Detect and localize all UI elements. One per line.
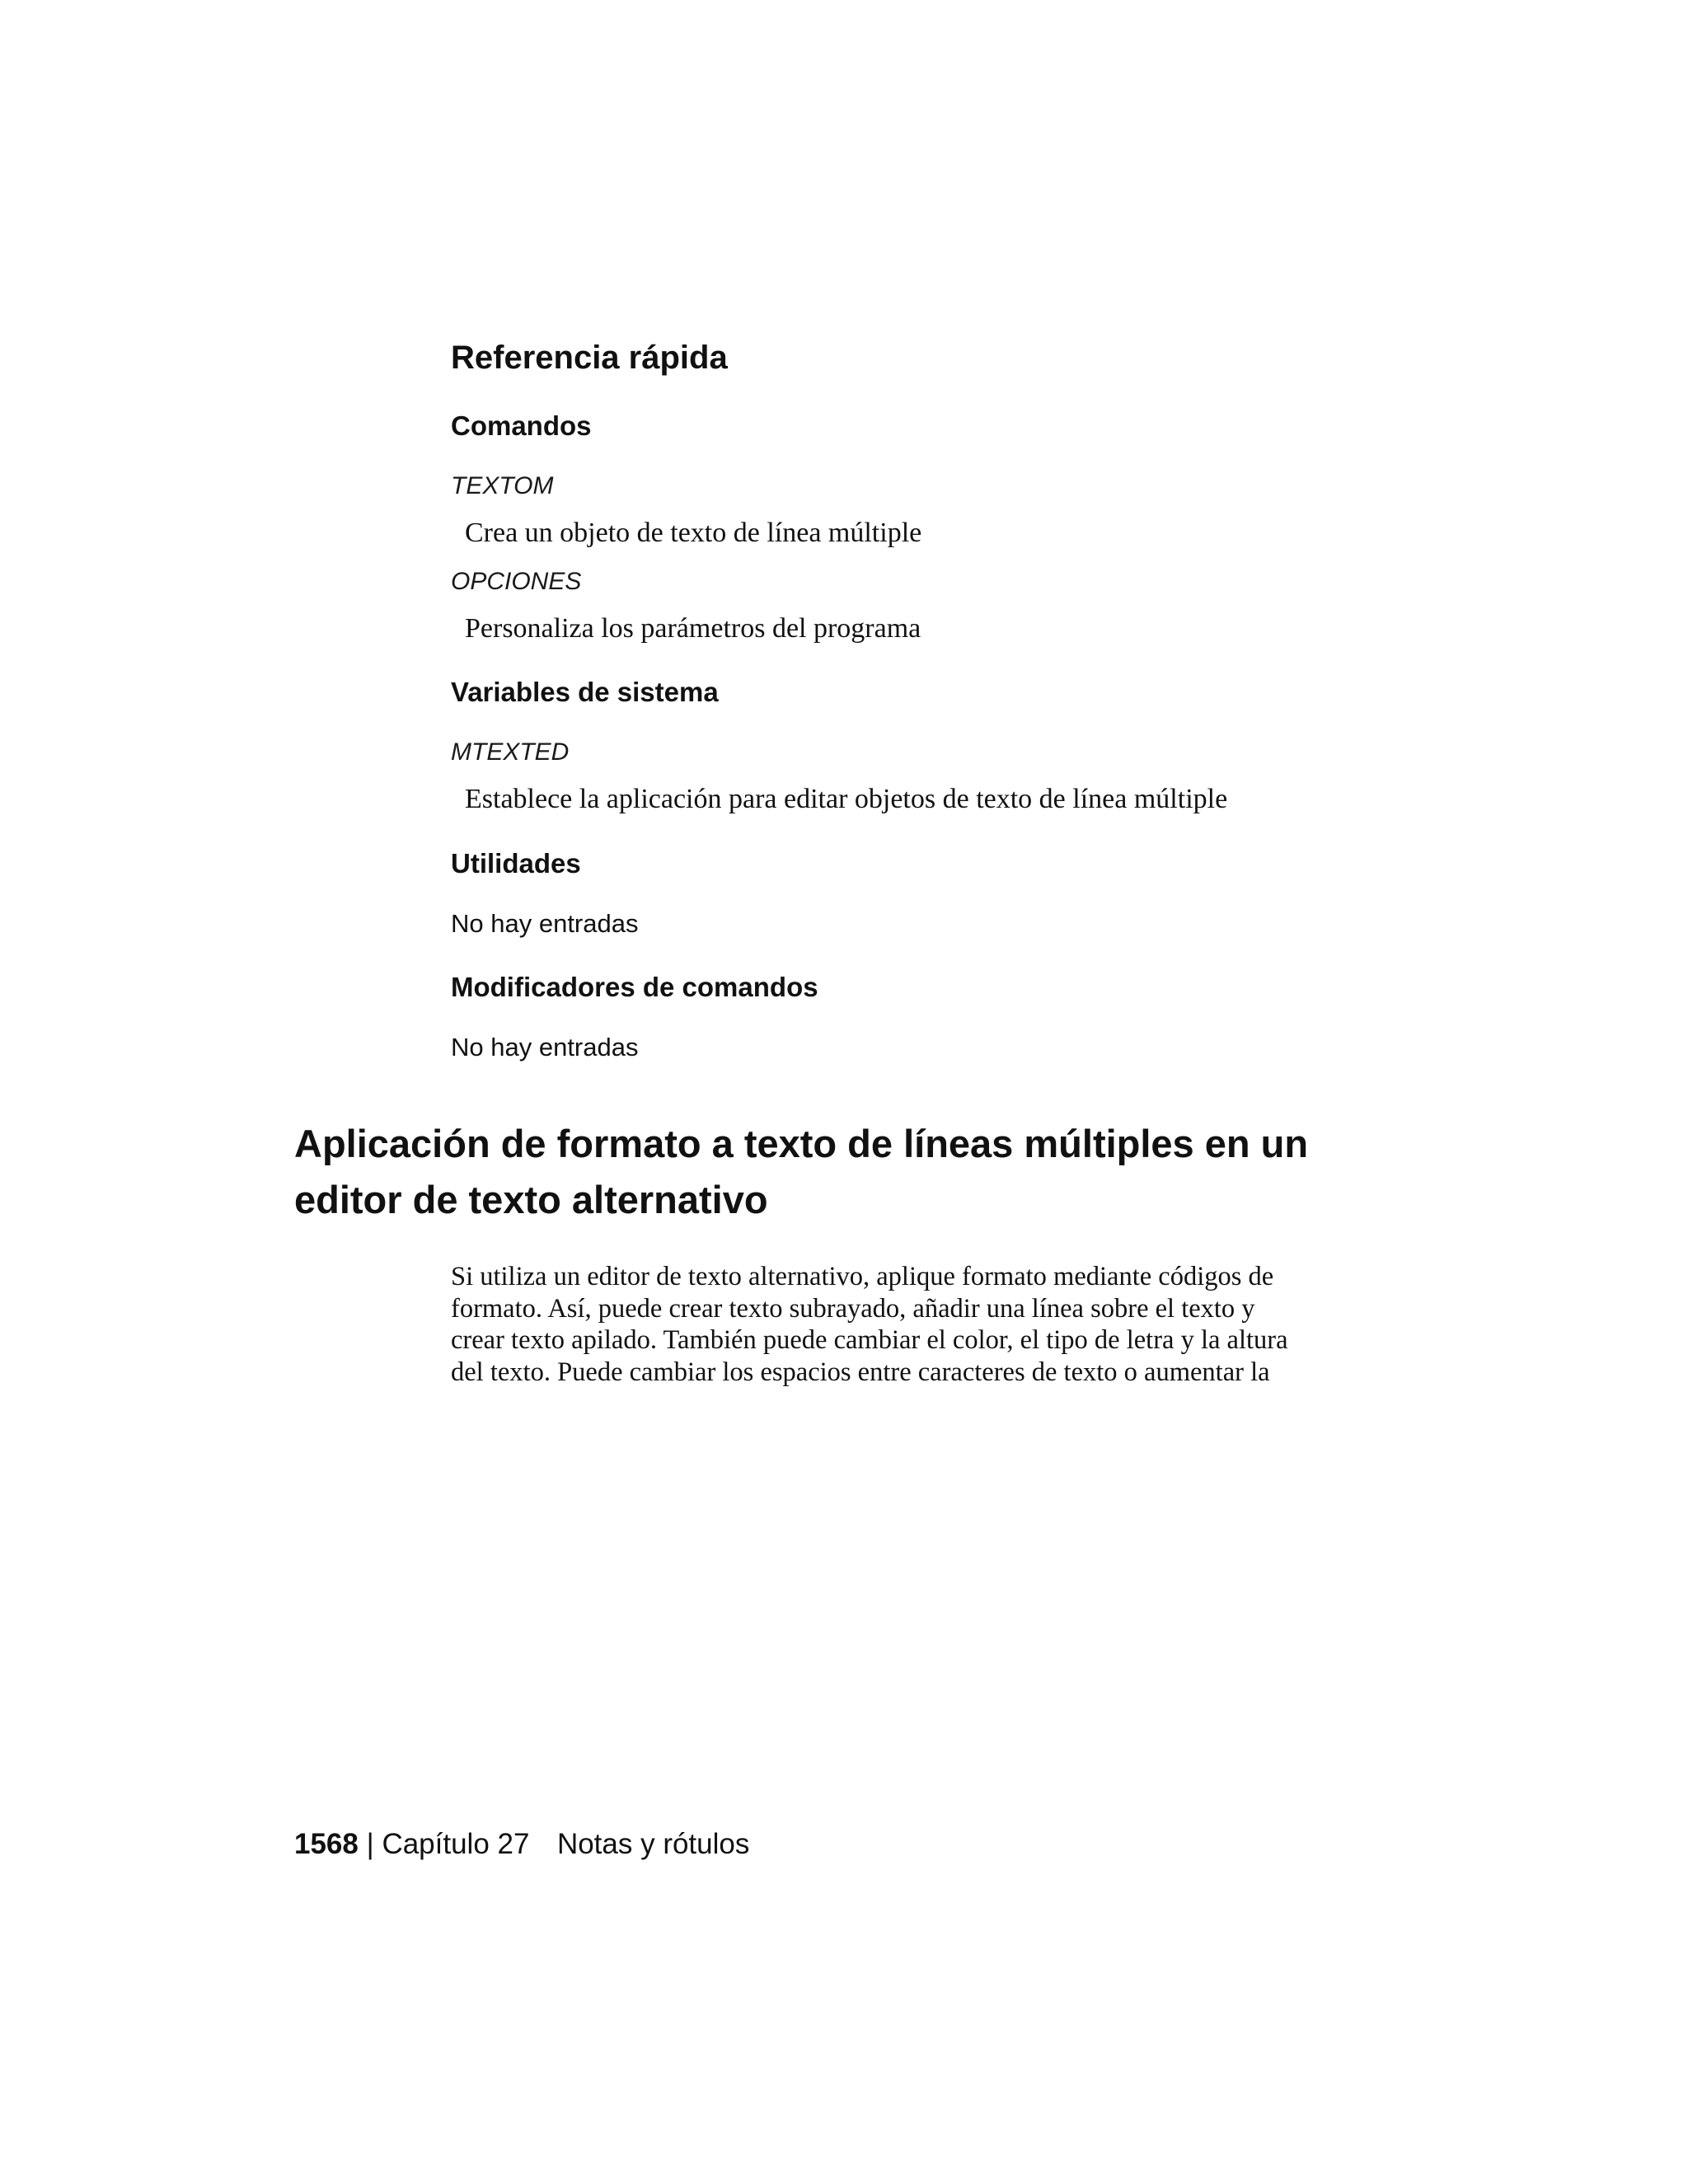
chapter-title: Notas y rótulos <box>556 1828 750 1860</box>
utilities-heading: Utilidades <box>451 848 581 879</box>
command-description-textom: Crea un objeto de texto de línea múltiple <box>465 518 922 548</box>
system-variable-description-mtexted: Establece la aplicación para editar objetos de texto de línea múltiple <box>465 784 1228 814</box>
section-title <box>294 1116 1308 1228</box>
section-title-line-2: editor de texto alternativo <box>294 1178 768 1221</box>
quick-reference-title: Referencia rápida <box>451 340 728 376</box>
paragraph-line: crear texto apilado. También puede cambiar el color, el tipo de letra y la altura <box>451 1325 1288 1355</box>
page-footer <box>294 1826 749 1863</box>
paragraph-line: Si utiliza un editor de texto alternativo, aplique formato mediante códigos de <box>451 1262 1274 1291</box>
commands-heading: Comandos <box>451 410 592 441</box>
command-modifiers-text: No hay entradas <box>451 1033 639 1062</box>
utilities-text: No hay entradas <box>451 909 639 938</box>
paragraph-line: formato. Así, puede crear texto subrayado, añadir una línea sobre el texto y <box>451 1293 1255 1324</box>
command-name-opciones: OPCIONES <box>451 568 582 595</box>
chapter-label: Capítulo 27 <box>382 1828 530 1860</box>
command-name-textom: TEXTOM <box>451 472 554 499</box>
system-variables-heading: Variables de sistema <box>451 677 719 707</box>
body-paragraph <box>451 1261 1288 1388</box>
section-title-line-1: Aplicación de formato a texto de líneas múltiples en un <box>294 1122 1309 1165</box>
paragraph-line: del texto. Puede cambiar los espacios entre caracteres de texto o aumentar la <box>451 1357 1270 1387</box>
page-number: 1568 <box>294 1828 359 1860</box>
footer-separator: | <box>366 1828 374 1860</box>
command-description-opciones: Personaliza los parámetros del programa <box>465 613 921 644</box>
system-variable-name-mtexted: MTEXTED <box>451 738 570 766</box>
command-modifiers-heading: Modificadores de comandos <box>451 972 818 1002</box>
